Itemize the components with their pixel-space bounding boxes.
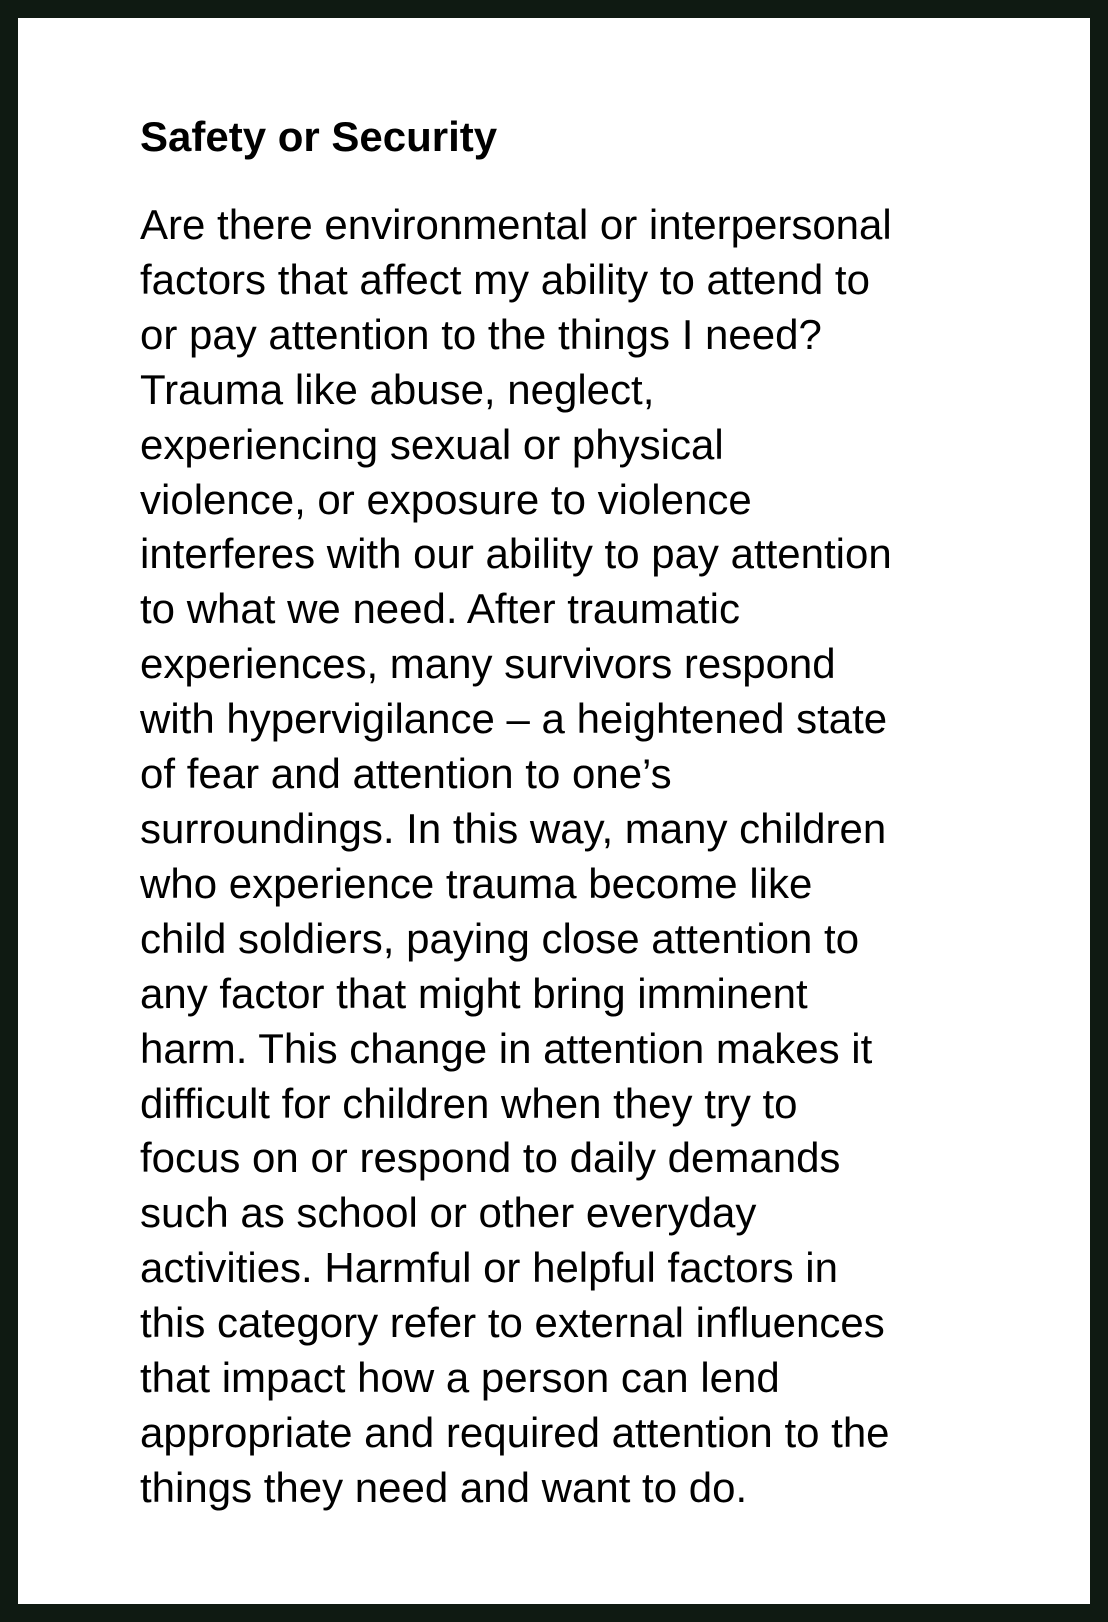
card-body: Are there environmental or interpersonal factors that affect my ability to attend to or pay attention to the things I need? Trauma like abuse, neglect, experiencing sexual or physical violence, or exposure to violence interferes with our ability to pay attention to what we need. After traumatic experiences, many survivors respond with hypervigilance – a heightened state of fear and attention to one’s surroundings. In this way, many children who experience trauma become like child soldiers, paying close attention to any factor that might bring imminent harm. This change in attention makes it difficult for children when they try to focus on or respond to daily demands such as school or other everyday activities. Harmful or helpful factors in this category refer to external influences that impact how a person can lend appropriate and required attention to the things they need and want to do. [140,201,892,1511]
card-title: Safety or Security [140,113,498,160]
card-content [140,108,1020,1516]
